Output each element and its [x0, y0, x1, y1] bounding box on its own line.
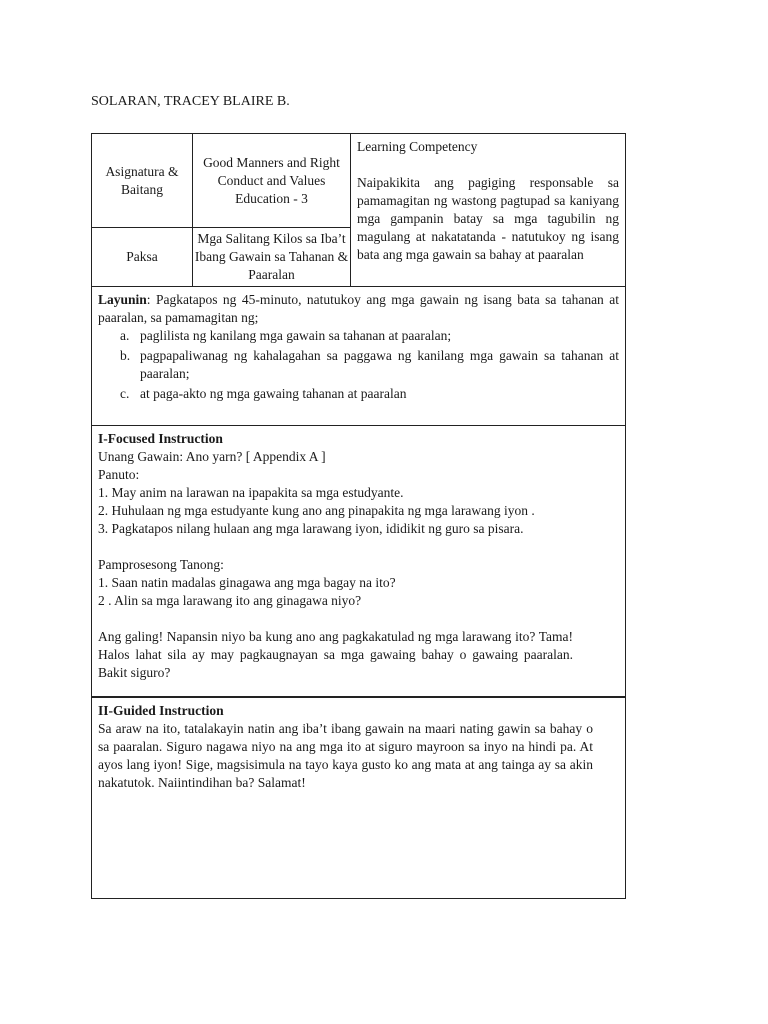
direction-item: 1. May anim na larawan na ipapakita sa mga estudyante. — [98, 485, 404, 500]
list-item: a. paglilista ng kanilang mga gawain sa tahanan at paaralan; — [120, 328, 452, 343]
subject-label: Asignatura & Baitang — [92, 134, 193, 228]
lesson-plan-table — [91, 133, 626, 899]
objectives-intro: Layunin: Pagkatapos ng 45-minuto, natutukoy ang mga gawain ng isang bata sa tahanan at paaralan, sa pamamagitan ng; — [98, 292, 619, 325]
header-grid — [92, 134, 625, 287]
competency-text: Naipakikita ang pagiging responsable sa pamamagitan ng wastong pagtupad sa kaniyang mga gampanin batay sa mga tagubilin ng magulang at nakatatanda - natutukoy ng isang bata ang mga gawain sa bahay at paaralan — [357, 175, 619, 262]
direction-item: 3. Pagkatapos nilang hulaan ang mga larawang iyon, ididikit ng guro sa pisara. — [98, 521, 524, 536]
objectives-list — [98, 327, 619, 403]
guided-instruction-section — [92, 698, 625, 898]
directions-label: Panuto: — [98, 467, 140, 482]
focused-heading: I-Focused Instruction — [98, 431, 223, 446]
author-name: SOLARAN, TRACEY BLAIRE B. — [91, 94, 290, 109]
focused-closing: Ang galing! Napansin niyo ba kung ano ang pagkakatulad ng mga larawang ito? Tama! Halos lahat sila ay may pagkaugnayan sa mga gawaing bahay o gawaing paaralan. Bakit siguro? — [98, 629, 573, 680]
objectives-section — [92, 287, 625, 426]
guided-heading: II-Guided Instruction — [98, 703, 224, 718]
subject-value: Good Manners and Right Conduct and Values Education - 3 — [193, 134, 351, 228]
question-item: 2 . Alin sa mga larawang ito ang ginagawa niyo? — [98, 593, 362, 608]
direction-item: 2. Huhulaan ng mga estudyante kung ano ang pinapakita ng mga larawang iyon . — [98, 503, 535, 518]
competency-title: Learning Competency — [357, 139, 478, 154]
questions-label: Pamprosesong Tanong: — [98, 557, 224, 572]
objectives-label: Layunin — [98, 292, 147, 307]
topic-label: Paksa — [92, 228, 193, 286]
guided-text: Sa araw na ito, tatalakayin natin ang iba’t ibang gawain na maari nating gawin sa bahay o sa paaralan. Siguro nagawa niyo na ang mga ito at siguro mayroon sa inyo na hindi pa. At ayos lang iyon! Sige, magsisimula na tayo kaya gusto ko ang mata at ang tainga ay sa akin nakatutok. Naiintindihan ba? Salamat! — [98, 721, 593, 790]
competency-cell — [351, 134, 625, 286]
question-item: 1. Saan natin madalas ginagawa ang mga bagay na ito? — [98, 575, 396, 590]
focused-instruction-section — [92, 426, 625, 698]
activity-title: Unang Gawain: Ano yarn? [ Appendix A ] — [98, 449, 326, 464]
list-item: b. pagpapaliwanag ng kahalagahan sa paggawa ng kanilang mga gawain sa tahanan at paaralan; — [120, 348, 619, 381]
topic-value: Mga Salitang Kilos sa Iba’t Ibang Gawain sa Tahanan & Paaralan — [193, 228, 351, 286]
list-item: c. at paga-akto ng mga gawaing tahanan at paaralan — [120, 386, 407, 401]
